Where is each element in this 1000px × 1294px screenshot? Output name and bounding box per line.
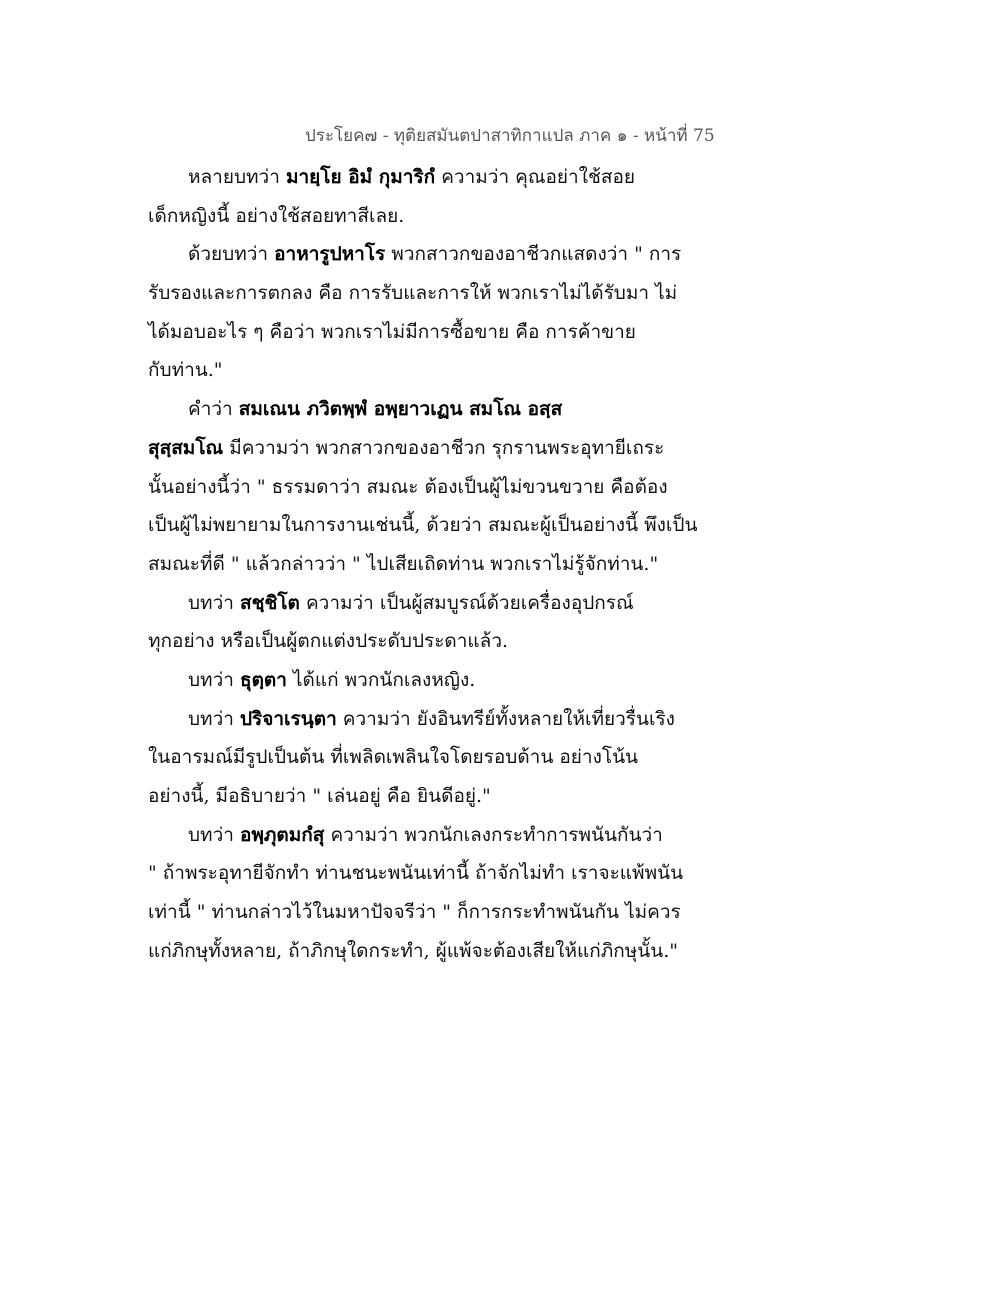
text-line: รับรองและการตกลง คือ การรับและการให้ พวกเราไม่ได้รับมา ไม่ (148, 282, 678, 305)
text-line (148, 390, 708, 429)
text-line (148, 661, 708, 700)
paragraph (148, 235, 708, 390)
paragraph (148, 584, 708, 661)
paragraph (148, 158, 708, 235)
text-line: แก่ภิกษุทั้งหลาย, ถ้าภิกษุใดกระทำ, ผู้แพ้จะต้องเสียให้แก่ภิกษุนั้น." (148, 939, 679, 962)
pali-term: ปริจาเรนฺตา (239, 707, 337, 730)
text-line: ในอารมณ์มีรูปเป็นต้น ที่เพลิดเพลินใจโดยรอบด้าน อย่างโน้น (148, 746, 639, 769)
line-text: ความว่า ยังอินทรีย์ทั้งหลายให้เที่ยวรื่นเริง (336, 707, 675, 730)
line-text: ความว่า เป็นผู้สมบูรณ์ด้วยเครื่องอุปกรณ์ (299, 591, 634, 614)
line-text: ได้แก่ พวกนักเลงหญิง. (286, 668, 476, 691)
text-line: สมณะที่ดี " แล้วกล่าวว่า " ไปเสียเถิดท่าน พวกเราไม่รู้จักท่าน." (148, 552, 659, 575)
text-line (148, 235, 708, 274)
text-line (148, 584, 708, 623)
line-text: หลายบทว่า (188, 166, 286, 188)
line-text: บทว่า (188, 707, 240, 730)
text-line: " ถ้าพระอุทายีจักทำ ท่านชนะพนันเท่านี้ ถ้าจักไม่ทำ เราจะแพ้พนัน (148, 862, 684, 885)
pali-term: อพฺภุตมกํสุ (239, 823, 325, 846)
line-text: ด้วยบทว่า (188, 243, 275, 266)
text-line: อย่างนี้, มีอธิบายว่า " เล่นอยู่ คือ ยินดีอยู่." (148, 785, 491, 807)
text-line: ได้มอบอะไร ๆ คือว่า พวกเราไม่มีการซื้อขาย คือ การค้าขาย (148, 320, 636, 343)
paragraph (148, 700, 708, 816)
line-text: ความว่า คุณอย่าใช้สอย (435, 166, 636, 188)
paragraph (148, 816, 708, 971)
line-text: พวกสาวกของอาชีวกแสดงว่า " การ (385, 243, 682, 266)
line-text: มีความว่า พวกสาวกของอาชีวก รุกรานพระอุทายีเถระ (223, 436, 665, 459)
text-line: กับท่าน." (148, 359, 223, 382)
pali-term: ธุตฺตา (239, 668, 287, 691)
text-line: เท่านี้ " ท่านกล่าวไว้ในมหาปัจจรีว่า " ก็การกระทำพนันกัน ไม่ควร (148, 901, 681, 924)
line-text: คำว่า (188, 398, 239, 421)
text-line (148, 158, 708, 197)
text-line: ทุกอย่าง หรือเป็นผู้ตกแต่งประดับประดาแล้ว. (148, 630, 509, 653)
line-text: บทว่า (188, 668, 240, 691)
pali-term: สชฺชิโต (239, 591, 300, 614)
text-line (148, 816, 708, 855)
text-line: เด็กหญิงนี้ อย่างใช้สอยทาสีเลย. (148, 204, 405, 227)
pali-term: สมเณน ภวิตพฺพํ อพฺยาวเฏน สมโณ อสฺส (238, 398, 563, 421)
paragraph (148, 390, 708, 583)
document-body (148, 158, 708, 970)
text-line: เป็นผู้ไม่พยายามในการงานเช่นนี้, ด้วยว่า สมณะผู้เป็นอย่างนี้ พึงเป็น (148, 514, 698, 537)
line-text: ความว่า พวกนักเลงกระทำการพนันกันว่า (324, 823, 663, 846)
pali-term: อาหารูปหาโร (274, 243, 386, 266)
paragraph (148, 661, 708, 700)
line-text: บทว่า (188, 591, 240, 614)
text-line (148, 429, 708, 468)
pali-term: มายฺโย อิมํ กุมาริกํ (285, 166, 436, 188)
page-header: ประโยค๗ - ทุติยสมันตปาสาทิกาแปล ภาค ๑ - หน้าที่ 75 (305, 126, 715, 146)
pali-term: สุสฺสมโณ (148, 436, 224, 459)
text-line (148, 700, 708, 739)
line-text: บทว่า (188, 823, 240, 846)
text-line: นั้นอย่างนี้ว่า " ธรรมดาว่า สมณะ ต้องเป็นผู้ไม่ขวนขวาย คือต้อง (148, 475, 668, 498)
